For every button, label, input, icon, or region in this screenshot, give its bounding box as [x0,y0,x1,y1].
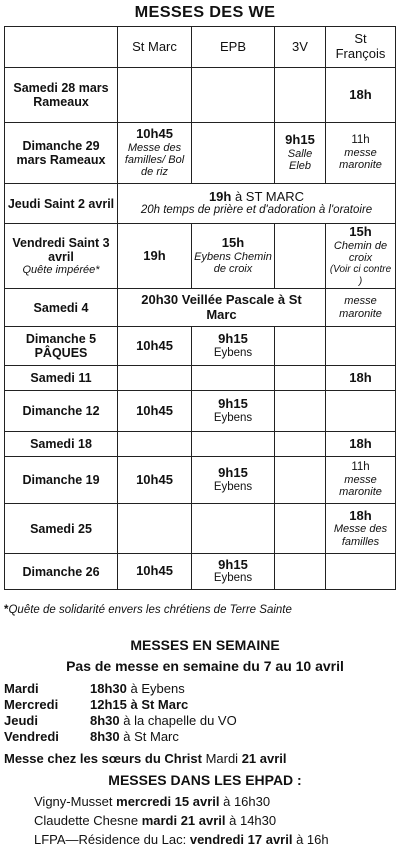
header-3v: 3V [275,27,326,68]
cell [326,391,396,432]
day: Vendredi [4,729,59,744]
cell [192,68,275,123]
time: 11h [351,461,370,474]
page-title: MESSES DES WE [134,4,276,21]
cell [192,366,275,391]
time: à 16h30 [219,794,271,809]
header-epb: EPB [192,27,275,68]
schedule-table [4,26,396,590]
cell [192,327,275,366]
cell [275,391,326,432]
day-cell: Dimanche 12 [5,391,118,432]
place: Claudette Chesne [34,813,142,828]
note: Chemin de croix [333,239,388,265]
time: 9h15 [218,331,248,347]
footnote [4,604,404,616]
time: 18h [349,507,372,523]
note: Quête impérée* [22,263,100,276]
table-header-row [5,27,396,68]
cell [326,504,396,554]
day-cell: Jeudi Saint 2 avril [5,184,118,224]
cell [275,224,326,289]
soeurs-date: 21 avril [241,751,287,766]
time: 19h [208,188,232,204]
cell [192,554,275,590]
semaine-subtitle: Pas de messe en semaine du 7 au 10 avril [66,658,344,674]
semaine-line [4,681,185,696]
cell [326,224,396,289]
semaine-line [4,697,188,712]
ehpad-line [34,794,270,809]
date: vendredi 17 avril [189,832,293,847]
cell [192,123,275,184]
table-row [5,366,396,391]
note: messe maronite [339,474,382,499]
header-st-marc: St Marc [118,27,192,68]
time: 15h [221,235,245,251]
time: à 14h30 [225,813,277,828]
note: messe maronite [339,147,382,172]
cell [275,432,326,457]
cell [275,504,326,554]
cell [275,327,326,366]
table-row [5,432,396,457]
header-st-francois: St François [326,27,396,68]
day-cell: Samedi 11 [5,366,118,391]
time: 9h15 [218,556,248,572]
day-label: Vendredi Saint 3 avril [12,235,110,264]
day: Mercredi [4,697,59,712]
cell [326,457,396,504]
table-row [5,123,396,184]
cell [118,432,192,457]
cell [275,554,326,590]
time: 11h [351,134,370,147]
time: 18h30 [90,681,127,696]
cell: 10h45 [118,554,192,590]
cell: 19h [118,224,192,289]
day: Jeudi [4,713,38,728]
note: Salle Eleb [287,147,313,173]
day: Mardi [4,681,39,696]
ehpad-line [34,832,329,847]
table-row [5,224,396,289]
cell: 10h45 [118,391,192,432]
time: 12h15 à St Marc [90,697,189,712]
table-row [5,327,396,366]
cell [118,504,192,554]
place: à la chapelle du VO [119,713,237,728]
day-cell: Samedi 25 [5,504,118,554]
table-row [5,184,396,224]
time: 8h30 [90,713,120,728]
table-row [5,68,396,123]
cell: 18h [326,68,396,123]
cell [275,457,326,504]
note: Eybens [213,411,253,424]
cell [118,123,192,184]
cell [326,554,396,590]
time: à 16h [292,832,329,847]
time: 9h15 [285,132,315,148]
day-cell: Samedi 18 [5,432,118,457]
cell [275,68,326,123]
ehpad-title: MESSES DANS LES EHPAD : [108,772,302,788]
soeurs-line [4,751,287,766]
day-cell: Dimanche 26 [5,554,118,590]
time: 9h15 [218,465,248,481]
table-row [5,289,396,327]
date: mardi 21 avril [141,813,226,828]
cell [118,68,192,123]
cell [326,123,396,184]
cell [192,457,275,504]
semaine-line [4,729,179,744]
cell [326,289,396,327]
cell [275,123,326,184]
note: Eybens [213,346,253,359]
note: Eybens Chemin de croix [194,250,272,276]
note: Messe des familles/ Bol de riz [124,141,185,179]
span-cell: 20h30 Veillée Pascale à St Marc [118,289,326,327]
note: Eybens [213,572,253,585]
place: Vigny-Musset [34,794,117,809]
note: Messe des familles [333,523,388,548]
cell [192,432,275,457]
span-cell [118,184,396,224]
cell [275,366,326,391]
ehpad-line [34,813,276,828]
footnote-text: Quête de solidarité envers les chrétiens de Terre Sainte [8,604,292,616]
note: messe maronite [339,295,382,320]
note: (Voir ci contre ) [329,264,392,287]
cell: 10h45 [118,457,192,504]
table-row [5,391,396,432]
cell: 10h45 [118,327,192,366]
cell: 18h [326,432,396,457]
day-cell: Dimanche 5 PÂQUES [5,327,118,366]
semaine-title: MESSES EN SEMAINE [130,637,280,653]
cell [192,391,275,432]
semaine-line [4,713,237,728]
place: à St Marc [119,729,179,744]
note: Eybens [213,480,253,493]
cell [192,224,275,289]
time: 8h30 [90,729,120,744]
header-empty [5,27,118,68]
table-row [5,554,396,590]
day-cell [5,224,118,289]
footnote-star: * [4,604,9,616]
day-cell: Dimanche 29 mars Rameaux [5,123,118,184]
table-row [5,457,396,504]
table-row [5,504,396,554]
cell [118,366,192,391]
soeurs-day: Mardi [201,751,242,766]
note: 20h temps de prière et d'adoration à l'oratoire [140,204,373,217]
day-cell: Dimanche 19 [5,457,118,504]
day-cell: Samedi 28 mars Rameaux [5,68,118,123]
cell: 18h [326,366,396,391]
place: LFPA—Résidence du Lac: [34,832,190,847]
day-cell: Samedi 4 [5,289,118,327]
soeurs-text: Messe chez les sœurs du Christ [4,751,202,766]
time: 9h15 [218,396,248,412]
time: 15h [349,224,372,240]
cell [326,327,396,366]
date: mercredi 15 avril [116,794,220,809]
place: à Eybens [126,681,185,696]
place: à ST MARC [231,188,305,204]
cell [192,504,275,554]
time: 10h45 [136,126,173,142]
